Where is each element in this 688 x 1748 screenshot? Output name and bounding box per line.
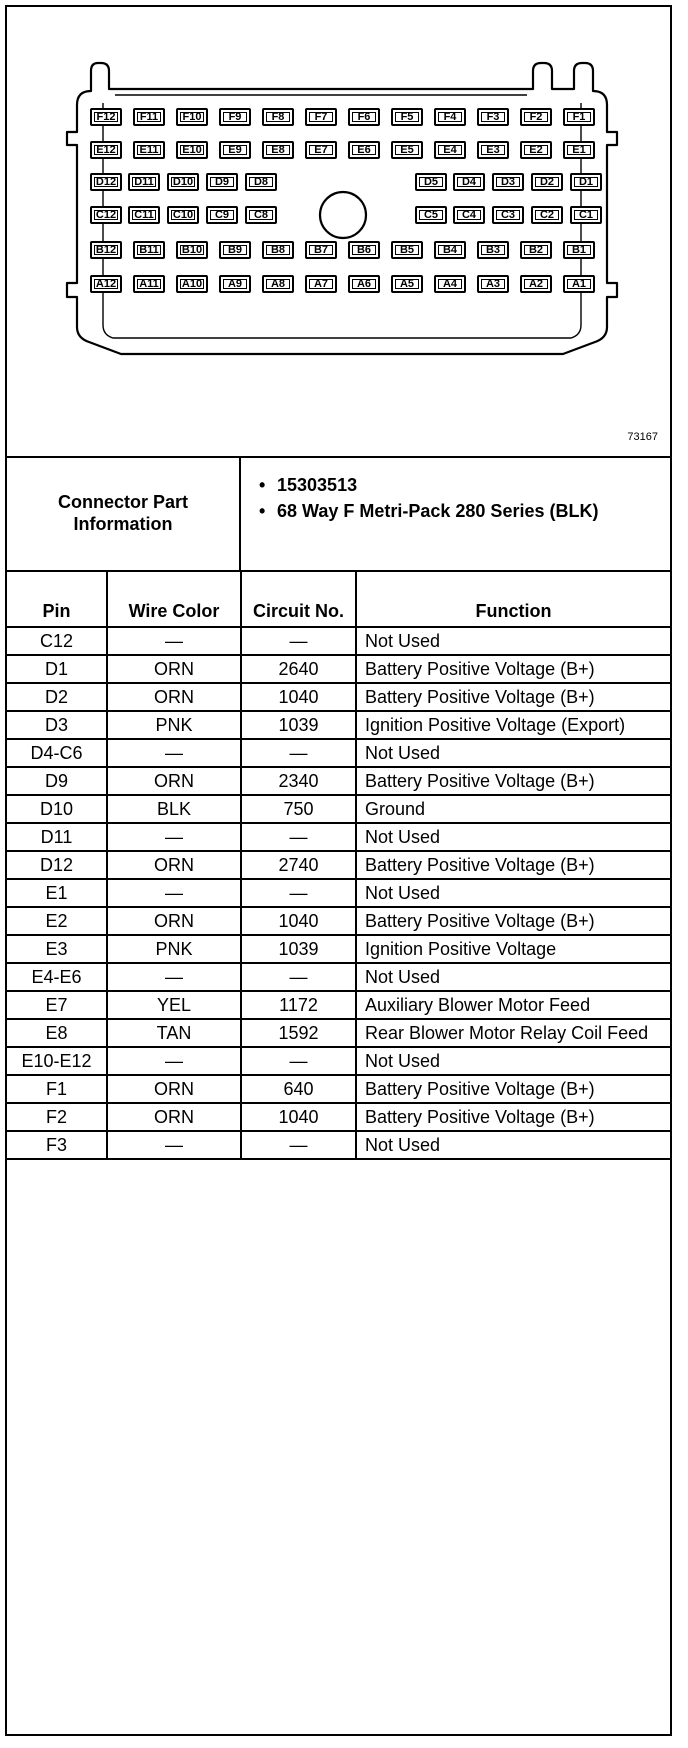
- function-cell: Battery Positive Voltage (B+): [356, 907, 670, 935]
- pin-cavity: C3: [492, 206, 524, 224]
- pin-cavity: A4: [434, 275, 466, 293]
- wire-color-cell: —: [107, 1131, 241, 1159]
- function-cell: Not Used: [356, 1131, 670, 1159]
- wire-color-cell: ORN: [107, 1075, 241, 1103]
- pin-cavity: F9: [219, 108, 251, 126]
- circuit-no-cell: —: [241, 963, 356, 991]
- pin-cavity: D12: [90, 173, 122, 191]
- pin-cavity: F8: [262, 108, 294, 126]
- function-cell: Ignition Positive Voltage: [356, 935, 670, 963]
- pin-cavity: A11: [133, 275, 165, 293]
- function-cell: Auxiliary Blower Motor Feed: [356, 991, 670, 1019]
- pin-cavity: A1: [563, 275, 595, 293]
- pin-cavity: E5: [391, 141, 423, 159]
- pin-cell: D12: [7, 851, 107, 879]
- circuit-no-cell: —: [241, 1131, 356, 1159]
- pin-cell: F2: [7, 1103, 107, 1131]
- pinout-table-body: [7, 627, 670, 1159]
- pin-cavity: F1: [563, 108, 595, 126]
- pin-cavity: B12: [90, 241, 122, 259]
- pin-cavity: B1: [563, 241, 595, 259]
- circuit-no-cell: 1039: [241, 711, 356, 739]
- wire-color-cell: ORN: [107, 851, 241, 879]
- header-wire-color: Wire Color: [107, 572, 241, 627]
- table-row: [7, 851, 670, 879]
- table-row: [7, 1131, 670, 1159]
- header-function: Function: [356, 572, 670, 627]
- table-row: [7, 823, 670, 851]
- circuit-no-cell: 1592: [241, 1019, 356, 1047]
- pin-cell: D2: [7, 683, 107, 711]
- function-cell: Battery Positive Voltage (B+): [356, 683, 670, 711]
- pin-cavity: C1: [570, 206, 602, 224]
- circuit-no-cell: 2640: [241, 655, 356, 683]
- pin-cell: D9: [7, 767, 107, 795]
- circuit-no-cell: 1040: [241, 1103, 356, 1131]
- pin-cell: E7: [7, 991, 107, 1019]
- pin-cavity: B9: [219, 241, 251, 259]
- wire-color-cell: YEL: [107, 991, 241, 1019]
- pin-cavity: F3: [477, 108, 509, 126]
- pin-cell: D1: [7, 655, 107, 683]
- wire-color-cell: —: [107, 823, 241, 851]
- pin-cell: D11: [7, 823, 107, 851]
- pin-cavity: A2: [520, 275, 552, 293]
- pin-cell: F1: [7, 1075, 107, 1103]
- pin-cavity: F10: [176, 108, 208, 126]
- pin-cavity: B5: [391, 241, 423, 259]
- circuit-no-cell: —: [241, 739, 356, 767]
- table-row: [7, 1047, 670, 1075]
- pin-cell: D4-C6: [7, 739, 107, 767]
- pin-cavity: B10: [176, 241, 208, 259]
- pin-cavity: D3: [492, 173, 524, 191]
- pin-cavity: E1: [563, 141, 595, 159]
- function-cell: Not Used: [356, 823, 670, 851]
- table-row: [7, 963, 670, 991]
- pin-cavity: E8: [262, 141, 294, 159]
- circuit-no-cell: —: [241, 823, 356, 851]
- pin-cavity: B11: [133, 241, 165, 259]
- table-row: [7, 1019, 670, 1047]
- connector-diagram: [7, 7, 670, 458]
- pin-cavity: C5: [415, 206, 447, 224]
- table-row: [7, 683, 670, 711]
- pin-cavity: C10: [167, 206, 199, 224]
- wire-color-cell: PNK: [107, 935, 241, 963]
- circuit-no-cell: 1040: [241, 683, 356, 711]
- wire-color-cell: ORN: [107, 767, 241, 795]
- circuit-no-cell: 2340: [241, 767, 356, 795]
- pin-cavity: F12: [90, 108, 122, 126]
- pin-cell: D3: [7, 711, 107, 739]
- table-row: [7, 627, 670, 655]
- pin-cavity: C2: [531, 206, 563, 224]
- pin-cavity: B2: [520, 241, 552, 259]
- pin-cavity: B3: [477, 241, 509, 259]
- pin-cell: D10: [7, 795, 107, 823]
- pin-cavity: D2: [531, 173, 563, 191]
- pin-cavity: C8: [245, 206, 277, 224]
- pin-cell: C12: [7, 627, 107, 655]
- pin-cavity: B4: [434, 241, 466, 259]
- function-cell: Not Used: [356, 739, 670, 767]
- pin-cavity: E6: [348, 141, 380, 159]
- function-cell: Not Used: [356, 627, 670, 655]
- function-cell: Not Used: [356, 963, 670, 991]
- header-pin: Pin: [7, 572, 107, 627]
- pin-cavity: B7: [305, 241, 337, 259]
- circuit-no-cell: 640: [241, 1075, 356, 1103]
- circuit-no-cell: —: [241, 627, 356, 655]
- function-cell: Battery Positive Voltage (B+): [356, 767, 670, 795]
- wire-color-cell: —: [107, 627, 241, 655]
- pin-cavity: D4: [453, 173, 485, 191]
- wire-color-cell: —: [107, 1047, 241, 1075]
- pin-cavity: D11: [128, 173, 160, 191]
- circuit-no-cell: 1040: [241, 907, 356, 935]
- wire-color-cell: —: [107, 739, 241, 767]
- pin-cavity: F7: [305, 108, 337, 126]
- function-cell: Battery Positive Voltage (B+): [356, 655, 670, 683]
- connector-info: [7, 456, 670, 572]
- table-row: [7, 991, 670, 1019]
- key-circle: [320, 192, 366, 238]
- pin-cell: E4-E6: [7, 963, 107, 991]
- circuit-no-cell: 750: [241, 795, 356, 823]
- pin-cavity: A3: [477, 275, 509, 293]
- pin-cavity: A12: [90, 275, 122, 293]
- pin-cavity: D8: [245, 173, 277, 191]
- pin-cavity: C4: [453, 206, 485, 224]
- pin-cavity: B6: [348, 241, 380, 259]
- pin-cavity: E7: [305, 141, 337, 159]
- pin-cavity: E3: [477, 141, 509, 159]
- table-row: [7, 739, 670, 767]
- wire-color-cell: BLK: [107, 795, 241, 823]
- connector-sheet: [5, 5, 672, 1736]
- table-row: [7, 935, 670, 963]
- wire-color-cell: ORN: [107, 907, 241, 935]
- pin-cavity: C12: [90, 206, 122, 224]
- table-header-row: [7, 572, 670, 627]
- pinout-table: [7, 572, 670, 1160]
- pin-cavity: E9: [219, 141, 251, 159]
- table-row: [7, 795, 670, 823]
- function-cell: Ignition Positive Voltage (Export): [356, 711, 670, 739]
- function-cell: Not Used: [356, 1047, 670, 1075]
- pin-cell: E3: [7, 935, 107, 963]
- wire-color-cell: ORN: [107, 655, 241, 683]
- pin-cavity: A8: [262, 275, 294, 293]
- table-row: [7, 767, 670, 795]
- wire-color-cell: —: [107, 963, 241, 991]
- pin-cell: E1: [7, 879, 107, 907]
- pin-cell: E2: [7, 907, 107, 935]
- function-cell: Ground: [356, 795, 670, 823]
- table-row: [7, 1103, 670, 1131]
- pin-cavity: F11: [133, 108, 165, 126]
- pin-cavity: C11: [128, 206, 160, 224]
- pin-cavity: F2: [520, 108, 552, 126]
- table-row: [7, 655, 670, 683]
- pin-cavity: F5: [391, 108, 423, 126]
- pin-cell: F3: [7, 1131, 107, 1159]
- circuit-no-cell: —: [241, 879, 356, 907]
- pin-cavity: A6: [348, 275, 380, 293]
- wire-color-cell: TAN: [107, 1019, 241, 1047]
- connector-info-list: [259, 474, 659, 526]
- wire-color-cell: ORN: [107, 1103, 241, 1131]
- circuit-no-cell: 1039: [241, 935, 356, 963]
- pin-cavity: D5: [415, 173, 447, 191]
- part-number: • 15303513: [259, 474, 659, 496]
- connector-outline: [7, 7, 670, 456]
- wire-color-cell: ORN: [107, 683, 241, 711]
- pin-cavity: A7: [305, 275, 337, 293]
- pin-cavity: F4: [434, 108, 466, 126]
- pin-cavity: E10: [176, 141, 208, 159]
- pin-cell: E8: [7, 1019, 107, 1047]
- pin-cavity: A5: [391, 275, 423, 293]
- pin-cavity: B8: [262, 241, 294, 259]
- pin-cavity: F6: [348, 108, 380, 126]
- circuit-no-cell: 2740: [241, 851, 356, 879]
- function-cell: Battery Positive Voltage (B+): [356, 1103, 670, 1131]
- pin-cell: E10-E12: [7, 1047, 107, 1075]
- table-row: [7, 879, 670, 907]
- function-cell: Rear Blower Motor Relay Coil Feed: [356, 1019, 670, 1047]
- table-row: [7, 1075, 670, 1103]
- pin-cavity: E11: [133, 141, 165, 159]
- figure-number: 73167: [627, 431, 658, 443]
- connector-info-label: Connector Part Information: [7, 456, 241, 570]
- wire-color-cell: —: [107, 879, 241, 907]
- pin-cavity: E2: [520, 141, 552, 159]
- pin-cavity: D9: [206, 173, 238, 191]
- circuit-no-cell: 1172: [241, 991, 356, 1019]
- pin-cavity: A9: [219, 275, 251, 293]
- function-cell: Battery Positive Voltage (B+): [356, 851, 670, 879]
- table-row: [7, 711, 670, 739]
- function-cell: Not Used: [356, 879, 670, 907]
- function-cell: Battery Positive Voltage (B+): [356, 1075, 670, 1103]
- pin-cavity: C9: [206, 206, 238, 224]
- connector-description: • 68 Way F Metri-Pack 280 Series (BLK): [259, 500, 659, 522]
- pin-cavity: D10: [167, 173, 199, 191]
- circuit-no-cell: —: [241, 1047, 356, 1075]
- header-circuit-no: Circuit No.: [241, 572, 356, 627]
- pin-cavity: E12: [90, 141, 122, 159]
- table-row: [7, 907, 670, 935]
- pin-cavity: E4: [434, 141, 466, 159]
- pin-cavity: D1: [570, 173, 602, 191]
- wire-color-cell: PNK: [107, 711, 241, 739]
- pin-cavity: A10: [176, 275, 208, 293]
